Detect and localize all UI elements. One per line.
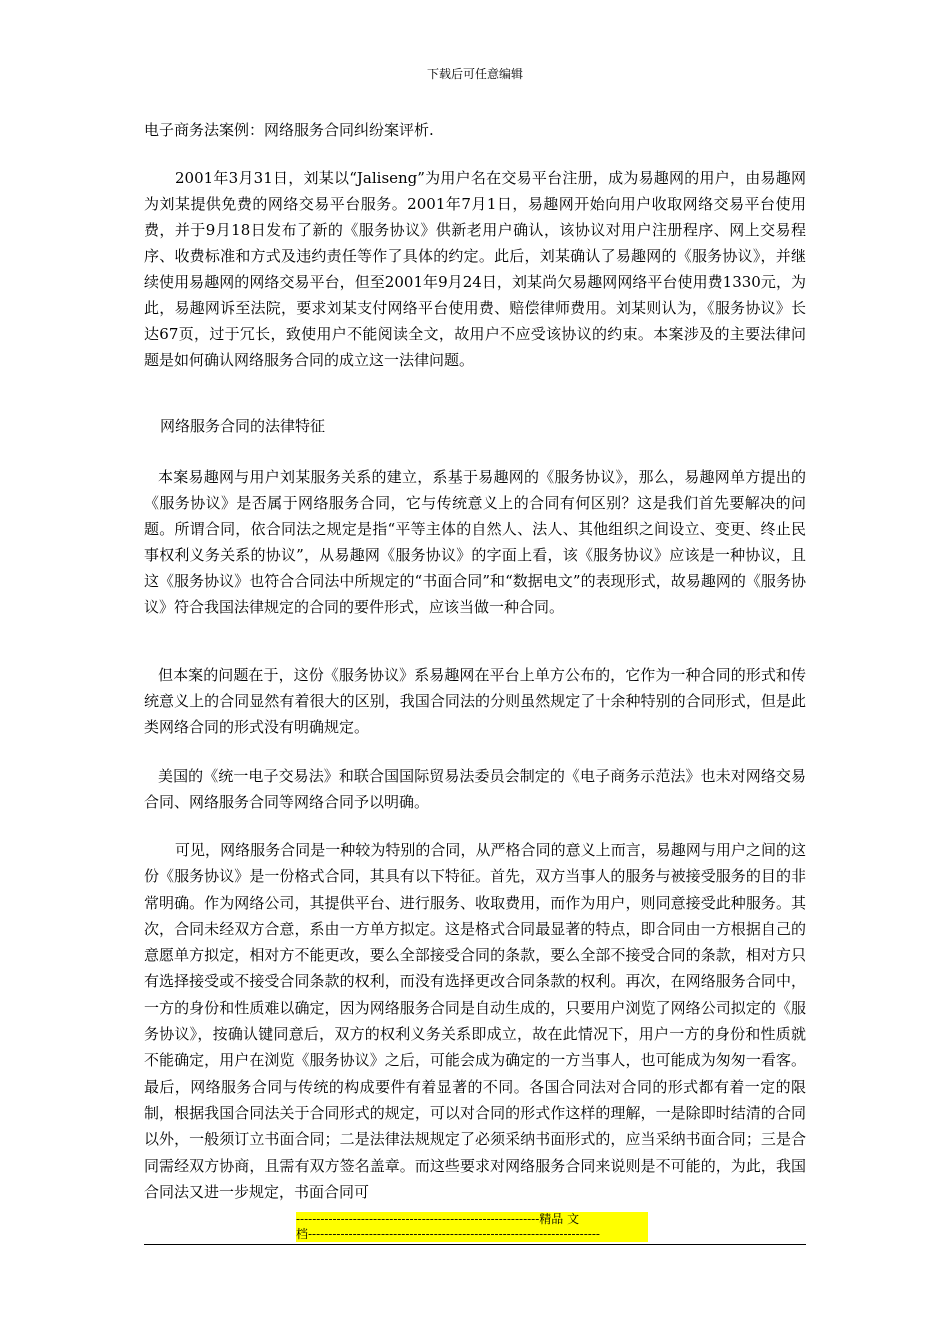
case-facts-paragraph: 2001年3月31日，刘某以“Jaliseng”为用户名在交易平台注册，成为易趣网的用户，由易趣网为刘某提供免费的网络交易平台服务。2001年7月1日，易趣网开始向用户收取网络交易平台使用费，并于9月18日发布了新的《服务协议》供新老用户确认，该协议对用户注册程序、网上交易程序、收费标准和方式及违约责任等作了具体的约定。此后，刘某确认了易趣网的《服务协议》，并继续使用易趣网的网络交易平台，但至2001年9月24日，刘某尚欠易趣网网络平台使用费1330元，为此，易趣网诉至法院，要求刘某支付网络平台使用费、赔偿律师费用。刘某则认为，《服务协议》长达67页，过于冗长，致使用户不能阅读全文，故用户不应受该协议的约束。本案涉及的主要法律问题是如何确认网络服务合同的成立这一法律问题。 xyxy=(144,169,806,369)
footer-line: 档------------------------------------------------------------------------ xyxy=(296,1227,648,1242)
body-paragraph: 美国的《统一电子交易法》和联合国国际贸易法委员会制定的《电子商务示范法》也未对网络交易合同、网络服务合同等网络合同予以明确。 xyxy=(144,767,806,811)
document-title: 电子商务法案例：网络服务合同纠纷案评析. xyxy=(144,121,434,139)
footer-line: ------------------------------------------------------------精品 文 xyxy=(296,1212,648,1227)
body-paragraph: 可见，网络服务合同是一种较为特别的合同，从严格合同的意义上而言，易趣网与用户之间的这份《服务协议》是一份格式合同，其具有以下特征。首先，双方当事人的服务与被接受服务的目的非常明确。作为网络公司，其提供平台、进行服务、收取费用，而作为用户，则同意接受此种服务。其次，合同未经双方合意，系由一方单方拟定。这是格式合同最显著的特点，即合同由一方根据自己的意愿单方拟定，相对方不能更改，要么全部接受合同的条款，要么全部不接受合同的条款，相对方只有选择接受或不接受合同条款的权利，而没有选择更改合同条款的权利。再次，在网络服务合同中，一方的身份和性质难以确定，因为网络服务合同是自动生成的，只要用户浏览了网络公司拟定的《服务协议》，按确认键同意后，双方的权利义务关系即成立，故在此情况下，用户一方的身份和性质就不能确定，用户在浏览《服务协议》之后，可能会成为确定的一方当事人，也可能成为匆匆一看客。最后，网络服务合同与传统的构成要件有着显著的不同。各国合同法对合同的形式都有着一定的限制，根据我国合同法关于合同形式的规定，可以对合同的形式作这样的理解，一是除即时结清的合同以外，一般须订立书面合同；二是法律法规规定了必须采纳书面形式的，应当采纳书面合同；三是合同需经双方协商，且需有双方签名盖章。而这些要求对网络服务合同来说则是不可能的，为此，我国合同法又进一步规定，书面合同可 xyxy=(144,841,806,1201)
section-heading: 网络服务合同的法律特征 xyxy=(160,417,326,435)
body-paragraph: 本案易趣网与用户刘某服务关系的建立，系基于易趣网的《服务协议》，那么，易趣网单方提出的《服务协议》是否属于网络服务合同，它与传统意义上的合同有何区别？这是我们首先要解决的问题。所谓合同，依合同法之规定是指“平等主体的自然人、法人、其他组织之间设立、变更、终止民事权利义务关系的协议”，从易趣网《服务协议》的字面上看，该《服务协议》应该是一种协议，且这《服务协议》也符合合同法中所规定的“书面合同”和“数据电文”的表现形式，故易趣网的《服务协议》符合我国法律规定的合同的要件形式，应该当做一种合同。 xyxy=(144,468,806,616)
body-paragraph: 但本案的问题在于，这份《服务协议》系易趣网在平台上单方公布的，它作为一种合同的形式和传统意义上的合同显然有着很大的区别，我国合同法的分则虽然规定了十余种特别的合同形式，但是此类网络合同的形式没有明确规定。 xyxy=(144,666,806,736)
page-header: 下载后可任意编辑 xyxy=(426,67,523,81)
footer-divider xyxy=(144,1244,806,1245)
